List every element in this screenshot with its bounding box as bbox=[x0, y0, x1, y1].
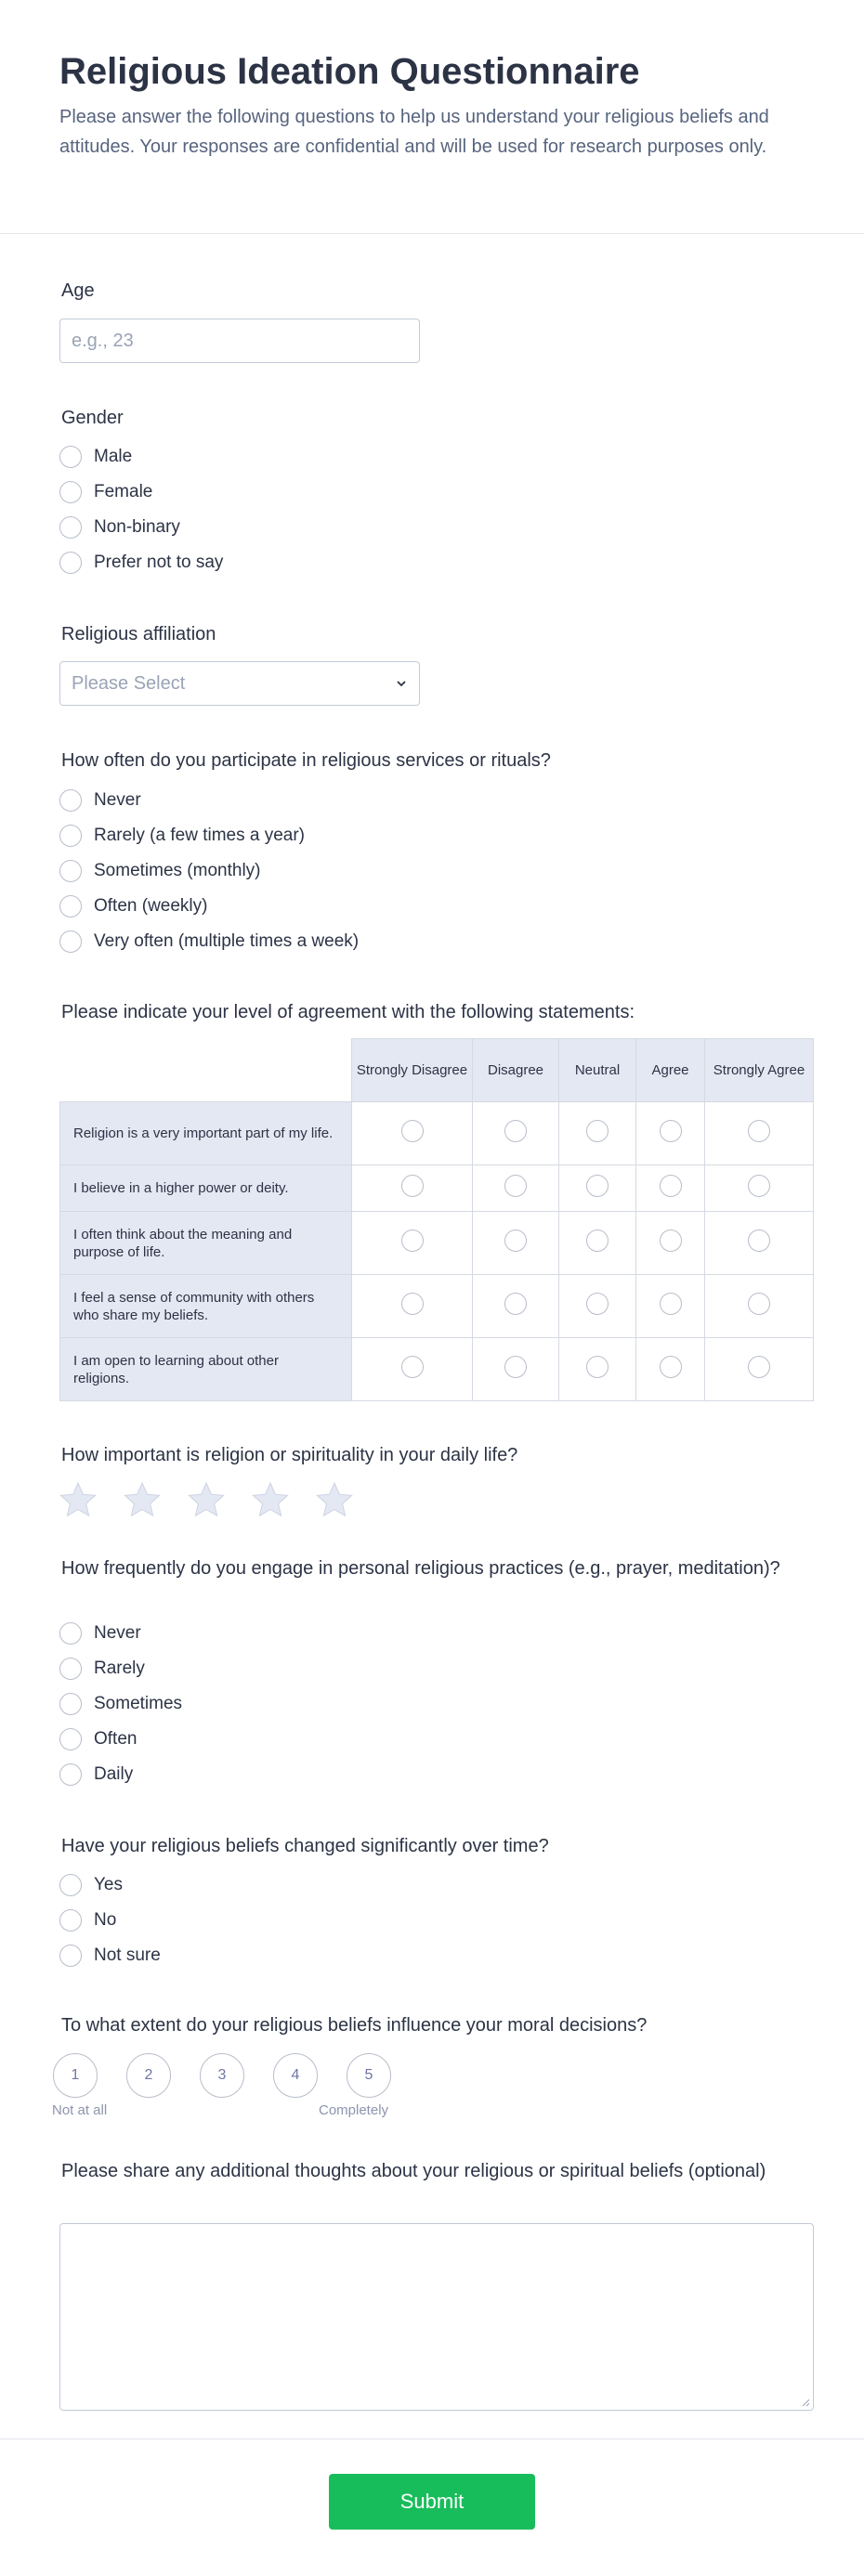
radio-button[interactable] bbox=[59, 895, 82, 917]
affiliation-question bbox=[59, 622, 216, 646]
radio-button[interactable] bbox=[59, 1658, 82, 1680]
services-option[interactable] bbox=[59, 783, 359, 818]
star-icon[interactable] bbox=[315, 1480, 354, 1519]
matrix-col-header: Strongly Disagree bbox=[352, 1038, 473, 1102]
radio-button[interactable] bbox=[59, 825, 82, 847]
matrix-cell[interactable] bbox=[473, 1165, 559, 1212]
matrix-cell[interactable] bbox=[705, 1212, 814, 1275]
services-option[interactable] bbox=[59, 818, 359, 853]
changed-option-no[interactable] bbox=[59, 1903, 161, 1938]
age-label: Age bbox=[61, 280, 95, 301]
radio-button[interactable] bbox=[748, 1175, 770, 1197]
option-label: Daily bbox=[94, 1764, 134, 1784]
option-label: Often (weekly) bbox=[94, 896, 208, 916]
matrix-cell[interactable] bbox=[473, 1102, 559, 1165]
radio-button[interactable] bbox=[586, 1229, 609, 1252]
option-label: Male bbox=[94, 447, 133, 466]
option-label: Never bbox=[94, 790, 141, 810]
matrix-row-label: I often think about the meaning and purpose of life. bbox=[59, 1212, 352, 1275]
star-icon[interactable] bbox=[123, 1480, 162, 1519]
services-option[interactable] bbox=[59, 853, 359, 889]
radio-button[interactable] bbox=[59, 481, 82, 503]
matrix-col-header: Agree bbox=[636, 1038, 705, 1102]
matrix-cell[interactable] bbox=[352, 1338, 473, 1401]
matrix-cell[interactable] bbox=[705, 1338, 814, 1401]
matrix-cell[interactable] bbox=[636, 1338, 705, 1401]
matrix-cell[interactable] bbox=[705, 1102, 814, 1165]
influence-label: To what extent do your religious beliefs influence your moral decisions? bbox=[61, 2015, 648, 2036]
option-label: Non-binary bbox=[94, 517, 180, 537]
radio-button[interactable] bbox=[748, 1229, 770, 1252]
changed-options bbox=[59, 1867, 161, 1973]
radio-button[interactable] bbox=[59, 1622, 82, 1645]
practices-option[interactable] bbox=[59, 1722, 182, 1757]
practices-option[interactable] bbox=[59, 1757, 182, 1792]
practices-option[interactable] bbox=[59, 1651, 182, 1686]
page-title: Religious Ideation Questionnaire bbox=[59, 51, 640, 92]
matrix-cell[interactable] bbox=[705, 1165, 814, 1212]
scale-min-label: Not at all bbox=[52, 2102, 108, 2118]
radio-button[interactable] bbox=[504, 1229, 527, 1252]
matrix-cell[interactable] bbox=[352, 1102, 473, 1165]
star-icon[interactable] bbox=[187, 1480, 226, 1519]
scale-max-label: Completely bbox=[319, 2102, 389, 2118]
option-label: Prefer not to say bbox=[94, 553, 224, 572]
radio-button[interactable] bbox=[748, 1356, 770, 1378]
radio-button[interactable] bbox=[59, 1763, 82, 1786]
option-label: Often bbox=[94, 1729, 137, 1749]
influence-question bbox=[59, 2013, 647, 2037]
radio-button[interactable] bbox=[748, 1120, 770, 1142]
matrix-corner bbox=[59, 1038, 352, 1102]
radio-button[interactable] bbox=[59, 1874, 82, 1896]
practices-question bbox=[59, 1557, 793, 1581]
radio-button[interactable] bbox=[59, 860, 82, 882]
services-question bbox=[59, 748, 551, 773]
option-label: Very often (multiple times a week) bbox=[94, 931, 360, 951]
importance-question bbox=[59, 1443, 517, 1467]
submit-button[interactable]: Submit bbox=[329, 2474, 535, 2530]
matrix-cell[interactable] bbox=[473, 1212, 559, 1275]
affiliation-select[interactable] bbox=[59, 661, 420, 706]
scale-option[interactable]: 5 bbox=[347, 2053, 391, 2098]
radio-button[interactable] bbox=[401, 1175, 424, 1197]
matrix-cell[interactable] bbox=[705, 1275, 814, 1338]
gender-option-prefer-not[interactable] bbox=[59, 545, 223, 580]
scale-option[interactable]: 3 bbox=[200, 2053, 244, 2098]
matrix-cell[interactable] bbox=[636, 1275, 705, 1338]
radio-button[interactable] bbox=[660, 1120, 682, 1142]
option-label: Yes bbox=[94, 1875, 123, 1894]
radio-button[interactable] bbox=[586, 1120, 609, 1142]
scale-option[interactable]: 2 bbox=[126, 2053, 171, 2098]
changed-label: Have your religious beliefs changed significantly over time? bbox=[61, 1836, 549, 1856]
changed-question bbox=[59, 1834, 549, 1858]
matrix-row-label: I feel a sense of community with others who share my beliefs. bbox=[59, 1275, 352, 1338]
changed-option-yes[interactable] bbox=[59, 1867, 161, 1903]
radio-button[interactable] bbox=[59, 1728, 82, 1750]
matrix-cell[interactable] bbox=[636, 1212, 705, 1275]
services-option[interactable] bbox=[59, 924, 359, 959]
matrix-col-header: Disagree bbox=[473, 1038, 559, 1102]
thoughts-textarea[interactable] bbox=[59, 2223, 814, 2411]
changed-option-not-sure[interactable] bbox=[59, 1938, 161, 1973]
radio-button[interactable] bbox=[660, 1229, 682, 1252]
matrix-col-header: Neutral bbox=[559, 1038, 636, 1102]
gender-option-non-binary[interactable] bbox=[59, 510, 223, 545]
matrix-cell[interactable] bbox=[559, 1338, 636, 1401]
radio-button[interactable] bbox=[59, 446, 82, 468]
agreement-label: Please indicate your level of agreement with the following statements: bbox=[61, 1002, 635, 1022]
radio-button[interactable] bbox=[660, 1175, 682, 1197]
star-icon[interactable] bbox=[251, 1480, 290, 1519]
radio-button[interactable] bbox=[401, 1120, 424, 1142]
radio-button[interactable] bbox=[660, 1356, 682, 1378]
matrix-row-label: I believe in a higher power or deity. bbox=[59, 1165, 352, 1212]
matrix-cell[interactable] bbox=[636, 1102, 705, 1165]
practices-label: How frequently do you engage in personal religious practices (e.g., prayer, meditation)? bbox=[61, 1558, 780, 1579]
chevron-down-icon bbox=[395, 677, 408, 690]
radio-button[interactable] bbox=[748, 1293, 770, 1315]
matrix-cell[interactable] bbox=[352, 1165, 473, 1212]
practices-option[interactable] bbox=[59, 1616, 182, 1651]
matrix-cell[interactable] bbox=[559, 1212, 636, 1275]
matrix-row-label: I am open to learning about other religions. bbox=[59, 1338, 352, 1401]
form-header bbox=[0, 0, 864, 234]
star-rating bbox=[59, 1480, 379, 1519]
matrix-cell[interactable] bbox=[559, 1275, 636, 1338]
agreement-question bbox=[59, 1000, 635, 1024]
matrix-cell[interactable] bbox=[473, 1275, 559, 1338]
radio-button[interactable] bbox=[59, 789, 82, 812]
services-options bbox=[59, 783, 359, 959]
radio-button[interactable] bbox=[59, 1909, 82, 1932]
radio-button[interactable] bbox=[504, 1293, 527, 1315]
age-question bbox=[59, 279, 95, 303]
radio-button[interactable] bbox=[59, 1945, 82, 1967]
resize-handle-icon[interactable] bbox=[802, 2399, 810, 2407]
radio-button[interactable] bbox=[401, 1293, 424, 1315]
scale-option[interactable]: 4 bbox=[273, 2053, 318, 2098]
option-label: Sometimes (monthly) bbox=[94, 861, 261, 880]
matrix-cell[interactable] bbox=[559, 1102, 636, 1165]
page-subtitle: Please answer the following questions to help us understand your religious beliefs and attitudes. Your responses are confidential and will be used for research purposes only. bbox=[59, 107, 769, 157]
agreement-matrix bbox=[59, 1038, 814, 1404]
radio-button[interactable] bbox=[504, 1356, 527, 1378]
matrix-cell[interactable] bbox=[352, 1275, 473, 1338]
matrix-col-header: Strongly Agree bbox=[705, 1038, 814, 1102]
option-label: No bbox=[94, 1910, 117, 1930]
option-label: Sometimes bbox=[94, 1694, 183, 1713]
radio-button[interactable] bbox=[586, 1175, 609, 1197]
radio-button[interactable] bbox=[401, 1356, 424, 1378]
gender-option-male[interactable] bbox=[59, 439, 223, 475]
radio-button[interactable] bbox=[586, 1293, 609, 1315]
option-label: Rarely (a few times a year) bbox=[94, 826, 306, 845]
matrix-row-label: Religion is a very important part of my life. bbox=[59, 1102, 352, 1165]
thoughts-question bbox=[59, 2160, 793, 2183]
option-label: Rarely bbox=[94, 1659, 145, 1678]
form-footer bbox=[0, 2439, 864, 2576]
services-label: How often do you participate in religious services or rituals? bbox=[61, 750, 551, 771]
radio-button[interactable] bbox=[504, 1175, 527, 1197]
radio-button[interactable] bbox=[660, 1293, 682, 1315]
gender-option-female[interactable] bbox=[59, 475, 223, 510]
radio-button[interactable] bbox=[504, 1120, 527, 1142]
practices-options bbox=[59, 1616, 182, 1792]
age-input[interactable] bbox=[59, 319, 420, 363]
radio-button[interactable] bbox=[59, 1693, 82, 1715]
matrix-cell[interactable] bbox=[473, 1338, 559, 1401]
radio-button[interactable] bbox=[586, 1356, 609, 1378]
practices-option[interactable] bbox=[59, 1686, 182, 1722]
gender-question bbox=[59, 406, 124, 430]
affiliation-label: Religious affiliation bbox=[61, 624, 216, 644]
radio-button[interactable] bbox=[401, 1229, 424, 1252]
affiliation-placeholder: Please Select bbox=[72, 672, 186, 694]
gender-label: Gender bbox=[61, 408, 124, 428]
matrix-cell[interactable] bbox=[352, 1212, 473, 1275]
importance-label: How important is religion or spirituality in your daily life? bbox=[61, 1445, 518, 1465]
star-icon[interactable] bbox=[59, 1480, 98, 1519]
matrix-cell[interactable] bbox=[636, 1165, 705, 1212]
option-label: Never bbox=[94, 1623, 141, 1643]
radio-button[interactable] bbox=[59, 930, 82, 953]
radio-button[interactable] bbox=[59, 552, 82, 574]
scale-option[interactable]: 1 bbox=[53, 2053, 98, 2098]
matrix-cell[interactable] bbox=[559, 1165, 636, 1212]
age-placeholder: e.g., 23 bbox=[72, 330, 134, 351]
thoughts-label: Please share any additional thoughts about your religious or spiritual beliefs (optional) bbox=[61, 2161, 766, 2181]
scale-rating bbox=[53, 2053, 420, 2098]
option-label: Female bbox=[94, 482, 153, 501]
services-option[interactable] bbox=[59, 889, 359, 924]
option-label: Not sure bbox=[94, 1945, 161, 1965]
radio-button[interactable] bbox=[59, 516, 82, 539]
gender-options bbox=[59, 439, 223, 580]
